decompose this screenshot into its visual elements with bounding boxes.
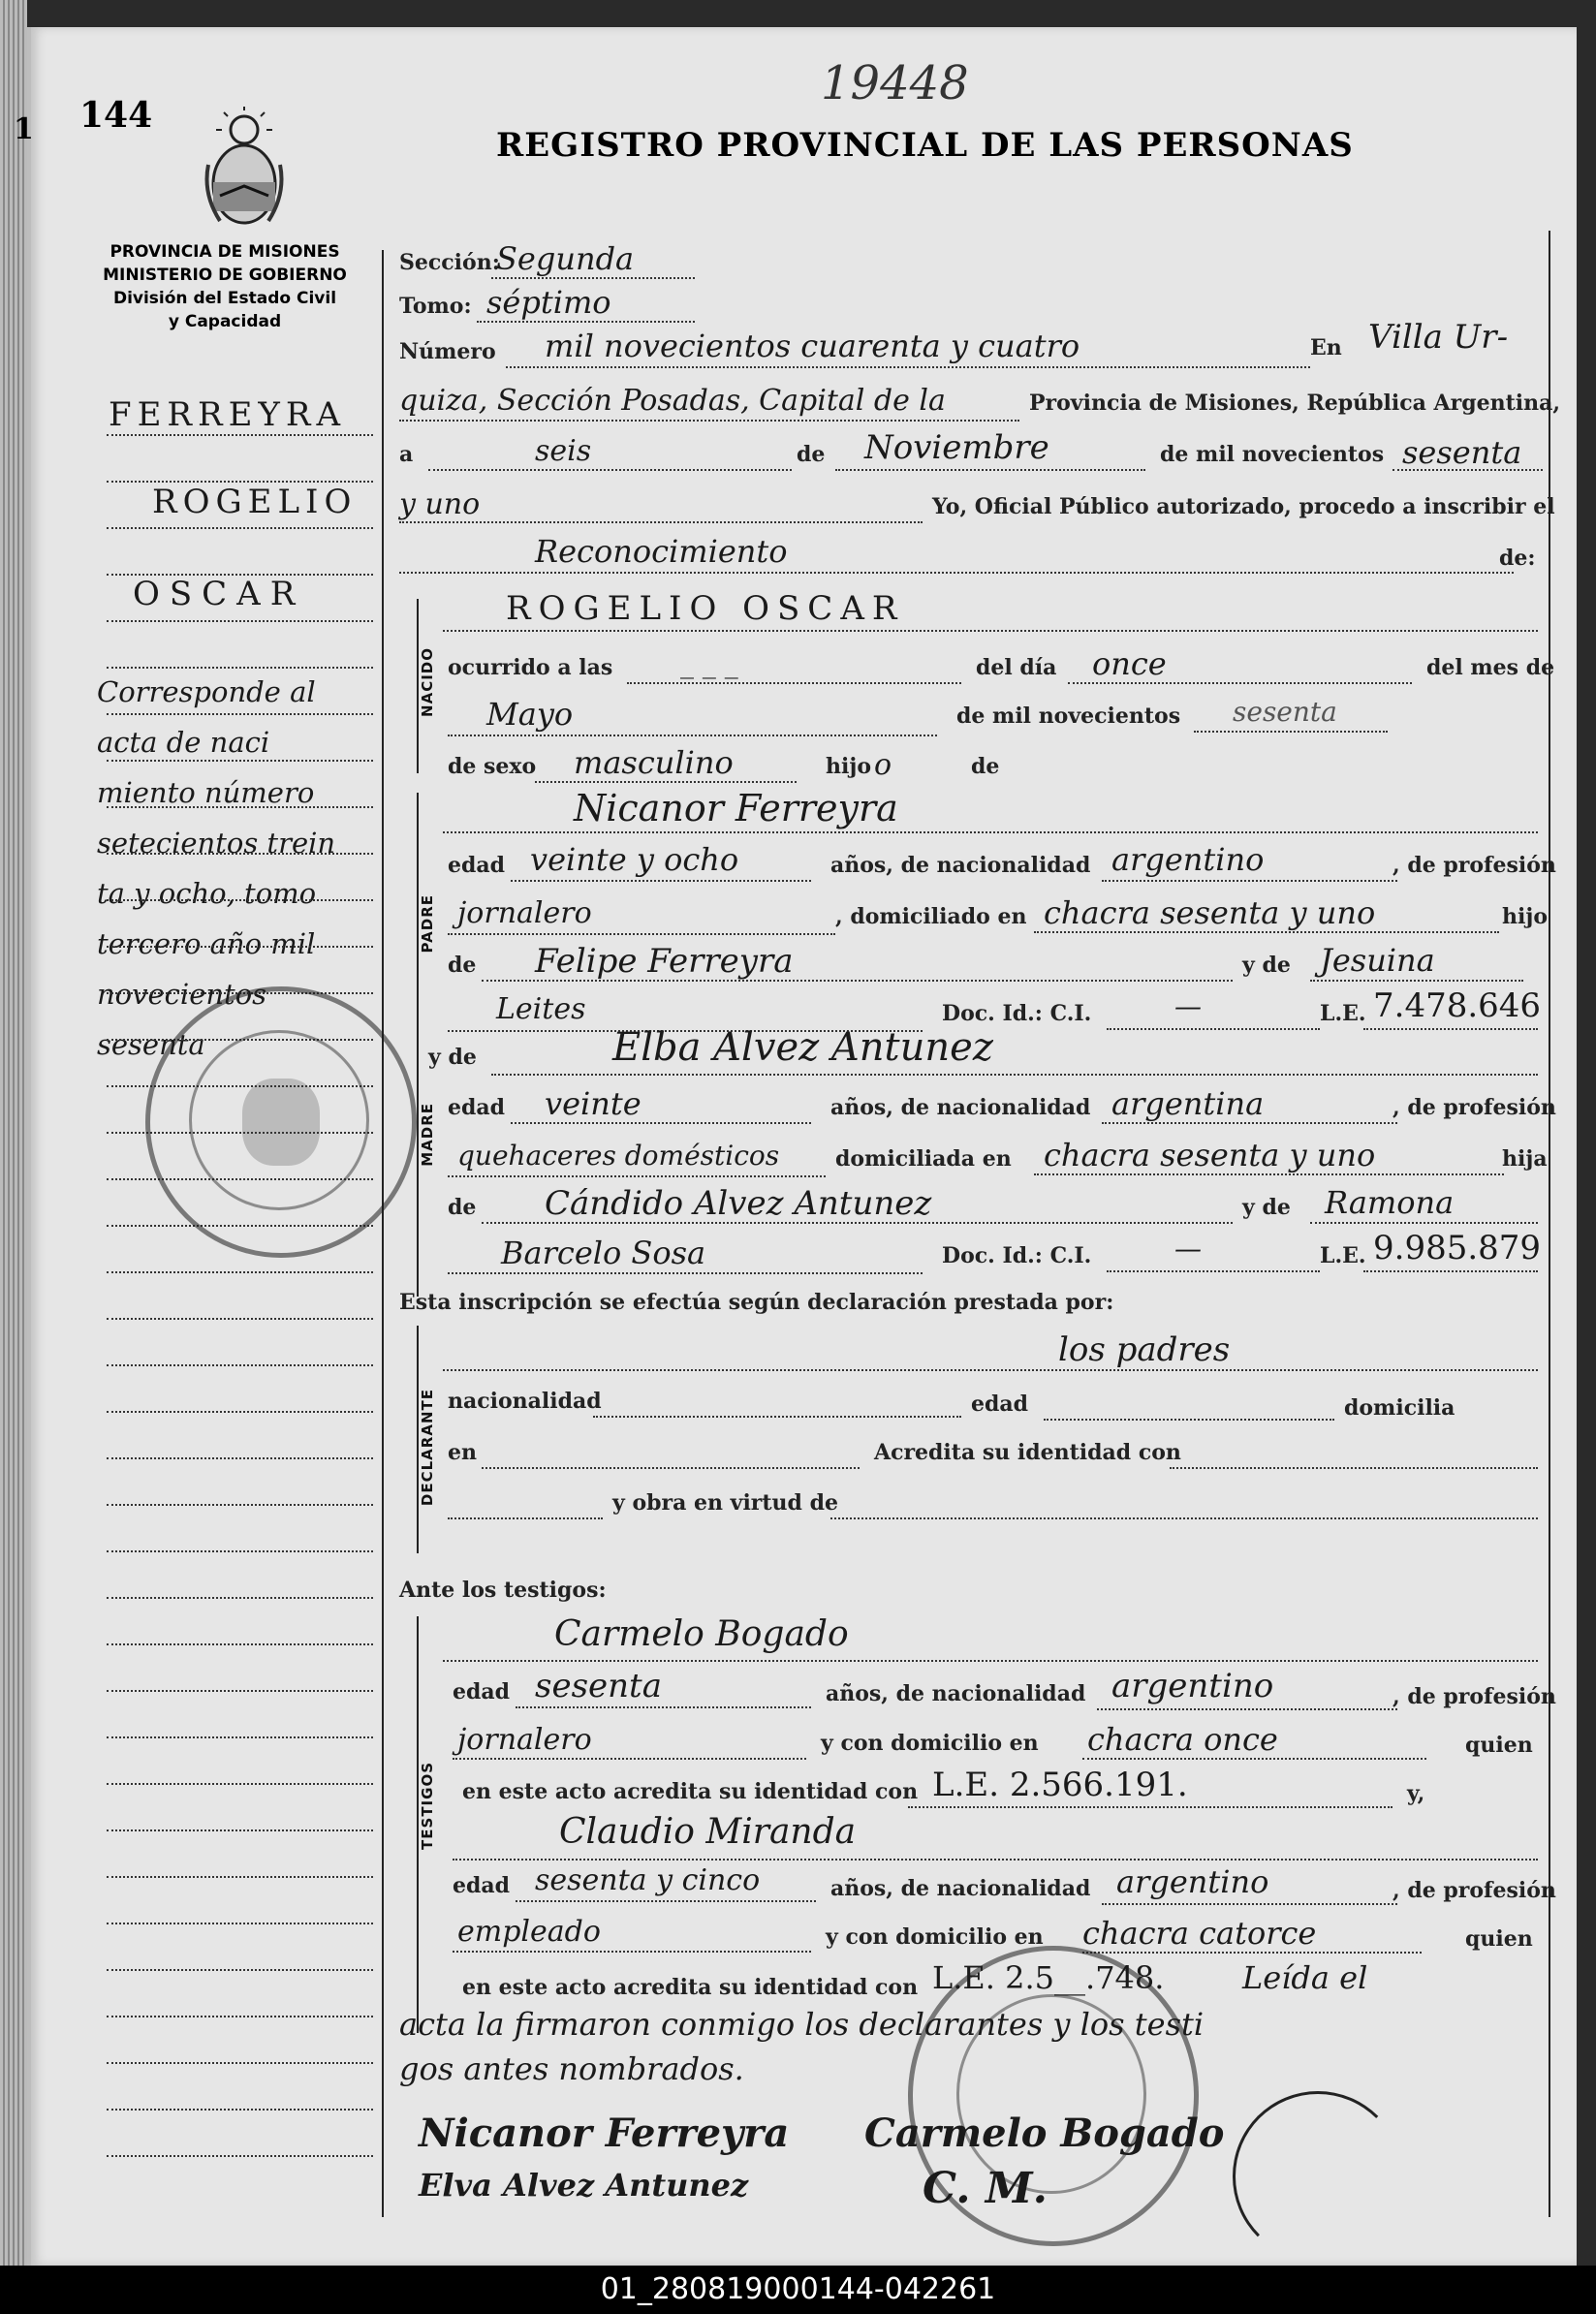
de-label-nacido: de [971, 754, 1000, 779]
margin-rule-line [107, 1457, 373, 1459]
provincia-text: Provincia de Misiones, República Argentina, [1029, 391, 1561, 416]
margin-middle-name: OSCAR [133, 575, 305, 613]
register-page [14, 27, 1577, 2266]
padre-doc-label: Doc. Id.: C.I. [942, 1001, 1092, 1026]
margin-rule-line [107, 760, 373, 762]
de-colon-label: de: [1499, 546, 1536, 571]
margin-rule-line [107, 2062, 373, 2064]
registry-title: REGISTRO PROVINCIAL DE LAS PERSONAS [496, 126, 1354, 165]
tomo-value: séptimo [486, 284, 611, 321]
testigo2-quien-label: quien [1465, 1926, 1533, 1952]
division-name: División del Estado Civil [112, 289, 337, 308]
testigo1-nombre: Carmelo Bogado [554, 1614, 849, 1654]
margin-rule-line [107, 574, 373, 576]
padre-section-label: PADRE [419, 894, 436, 954]
nacido-section-label: NACIDO [419, 647, 436, 717]
hijo-label: hijo [826, 754, 871, 779]
testigo1-edad: sesenta [535, 1667, 662, 1705]
margin-rule-line [107, 713, 373, 715]
margin-rule-line [107, 1783, 373, 1785]
hijo-suffix: o [874, 748, 892, 782]
margin-divider [382, 250, 384, 2217]
seccion-label: Sección: [399, 250, 500, 275]
closing-text-2: acta la firmaron conmigo los declarantes y los testi [399, 2006, 1205, 2043]
margin-rule-line [107, 527, 373, 529]
oficial-text: Yo, Oficial Público autorizado, procedo a inscribir el [932, 494, 1555, 519]
official-seal-stamp-2 [908, 1946, 1199, 2246]
del-mes-label: del mes de [1426, 655, 1555, 680]
testigo2-profesion: empleado [457, 1915, 601, 1949]
margin-rule-line [107, 620, 373, 622]
margin-rule-line [107, 899, 373, 901]
padre-nombre: Nicanor Ferreyra [574, 787, 898, 829]
padre-le-label: L.E. [1320, 1001, 1366, 1026]
margin-note-line: setecientos trein [97, 827, 336, 860]
padre-y-de-label: y de [1242, 953, 1291, 978]
testigo2-acredita-label: en este acto acredita su identidad con [462, 1975, 919, 2000]
margin-rule-line [107, 2109, 373, 2111]
nacido-anio: sesenta [1233, 696, 1337, 728]
margin-note-line: Corresponde al [97, 675, 316, 708]
margin-rule-line [107, 1829, 373, 1831]
margin-rule-line [107, 806, 373, 808]
padre-profesion: jornalero [457, 896, 592, 930]
tipo-value: Reconocimiento [535, 533, 788, 570]
coat-of-arms-icon [201, 107, 288, 233]
tomo-label: Tomo: [399, 294, 472, 319]
signature-father: Nicanor Ferreyra [419, 2111, 790, 2156]
declarante-edad-label: edad [971, 1392, 1029, 1417]
margin-note-line: miento número [97, 776, 315, 809]
declarante-obra-label: y obra en virtud de [612, 1490, 838, 1516]
nacido-mes: Mayo [486, 696, 574, 733]
margin-rule-line [107, 1643, 373, 1645]
testigo2-profesion-label: , de profesión [1393, 1878, 1556, 1903]
anio-value-2: y uno [399, 487, 481, 521]
padre-le: 7.478.646 [1373, 986, 1542, 1025]
declarante-por: los padres [1058, 1330, 1231, 1369]
padre-nacionalidad-label: años, de nacionalidad [830, 853, 1091, 878]
folio-number: 144 [79, 95, 153, 136]
sexo-value: masculino [574, 744, 734, 781]
padre-hijo-label: hijo [1502, 904, 1548, 929]
ministry-name: MINISTERIO DE GOBIERNO [103, 266, 347, 285]
margin-rule-line [107, 853, 373, 855]
de-label: de [797, 442, 826, 467]
testigo2-domicilio: chacra catorce [1082, 1915, 1317, 1952]
lugar-value-2: quiza, Sección Posadas, Capital de la [399, 384, 946, 418]
madre-le: 9.985.879 [1373, 1229, 1542, 1267]
margin-note-line: ta y ocho, tomo [97, 877, 317, 910]
padre-de-label: de [448, 953, 477, 978]
testigo1-domicilio-label: y con domicilio en [821, 1731, 1039, 1756]
madre-nacionalidad: argentina [1111, 1085, 1265, 1122]
numero-label: Número [399, 339, 496, 364]
madre-domicilio: chacra sesenta y uno [1044, 1137, 1376, 1173]
madre-profesion-label: , de profesión [1393, 1095, 1556, 1120]
testigo2-nombre: Claudio Miranda [559, 1812, 857, 1852]
testigo1-edad-label: edad [453, 1679, 511, 1704]
margin-rule-line [107, 1504, 373, 1506]
testigos-section-label: TESTIGOS [419, 1762, 436, 1850]
province-name: PROVINCIA DE MISIONES [110, 242, 340, 262]
margin-rule-line [107, 2016, 373, 2017]
margin-first-name: ROGELIO [152, 483, 358, 521]
margin-rule-line [107, 1597, 373, 1599]
margin-note-line: acta de naci [97, 726, 270, 759]
padre-domicilio: chacra sesenta y uno [1044, 894, 1376, 931]
margin-rule-line [107, 434, 373, 436]
del-dia-label: del día [976, 655, 1057, 680]
en-label: En [1310, 335, 1342, 360]
madre-doc-label: Doc. Id.: C.I. [942, 1243, 1092, 1268]
testigo1-domicilio: chacra once [1087, 1721, 1278, 1758]
padre-nacionalidad: argentino [1111, 841, 1265, 878]
right-border [1549, 231, 1550, 2217]
signature-witness-1: Carmelo Bogado [864, 2111, 1225, 2156]
testigo1-doc: L.E. 2.566.191. [932, 1766, 1188, 1804]
madre-ci: — [1174, 1233, 1202, 1265]
issuing-authority [89, 240, 360, 333]
dia-value: seis [535, 434, 592, 468]
padre-profesion-label: , de profesión [1393, 853, 1556, 878]
official-seal-stamp [145, 986, 417, 1258]
signature-mother: Elva Alvez Antunez [419, 2167, 749, 2204]
madre-profesion: quehaceres domésticos [457, 1140, 780, 1172]
testigo1-acredita-label: en este acto acredita su identidad con [462, 1779, 919, 1804]
testigos-intro: Ante los testigos: [399, 1578, 607, 1603]
testigo1-nacionalidad-label: años, de nacionalidad [826, 1681, 1086, 1706]
madre-domicilio-label: domiciliada en [835, 1146, 1012, 1172]
margin-rule-line [107, 1364, 373, 1366]
testigo1-profesion: jornalero [457, 1723, 592, 1757]
madre-madre-de-2: Barcelo Sosa [501, 1235, 706, 1271]
padre-padre-de: Felipe Ferreyra [535, 942, 794, 981]
margin-note-line: tercero año mil [97, 927, 316, 960]
madre-hija-label: hija [1502, 1146, 1548, 1172]
testigo2-domicilio-label: y con domicilio en [826, 1924, 1044, 1950]
madre-le-label: L.E. [1320, 1243, 1366, 1268]
padre-domicilio-label: , domiciliado en [835, 904, 1027, 929]
anio-value: sesenta [1402, 434, 1522, 471]
nacido-anio-label: de mil novecientos [956, 704, 1181, 729]
madre-y-de-label: y de [428, 1045, 477, 1070]
padre-edad: veinte y ocho [530, 841, 739, 878]
margin-rule-line [107, 1969, 373, 1971]
margin-rule-line [107, 1690, 373, 1692]
madre-section-label: MADRE [419, 1103, 436, 1167]
testigo2-nacionalidad: argentino [1116, 1863, 1269, 1900]
signature-official: C. M. [923, 2164, 1048, 2213]
testigo1-profesion-label: , de profesión [1393, 1684, 1556, 1709]
madre-nombre: Elba Alvez Antunez [612, 1025, 993, 1070]
margin-rule-line [107, 667, 373, 669]
testigo2-edad-label: edad [453, 1873, 511, 1898]
mes-value: Noviembre [864, 428, 1049, 467]
margin-rule-line [107, 1923, 373, 1924]
ocurrido-label: ocurrido a las [448, 655, 613, 680]
hora-value: _ _ _ [680, 647, 738, 679]
margin-rule-line [107, 1876, 373, 1878]
declarante-section-label: DECLARANTE [419, 1389, 436, 1507]
nacido-nombre: ROGELIO OSCAR [506, 589, 905, 628]
seccion-value: Segunda [496, 240, 635, 277]
declarante-en-label: en [448, 1440, 477, 1465]
declarante-intro: Esta inscripción se efectúa según declaración prestada por: [399, 1290, 1114, 1315]
madre-madre-de: Ramona [1325, 1184, 1455, 1221]
madre-edad-label: edad [448, 1095, 506, 1120]
lugar-value: Villa Ur- [1368, 318, 1509, 357]
testigo2-nacionalidad-label: años, de nacionalidad [830, 1876, 1091, 1901]
testigo2-doc: L.E. 2.5__.748. [932, 1959, 1165, 1996]
image-id-footer: 01_280819000144-042261 [0, 2266, 1596, 2314]
folio-left: 1 [14, 112, 34, 146]
testigo1-y-label: y, [1407, 1781, 1425, 1806]
numero-value: mil novecientos cuarenta y cuatro [545, 328, 1080, 364]
padre-madre-de-2: Leites [496, 992, 586, 1026]
madre-edad: veinte [545, 1085, 642, 1122]
margin-rule-line [107, 946, 373, 948]
margin-surname: FERREYRA [109, 395, 347, 434]
declarante-acredita-label: Acredita su identidad con [874, 1440, 1181, 1465]
declarante-domicilia-label: domicilia [1344, 1395, 1455, 1421]
closing-text-3: gos antes nombrados. [399, 2050, 744, 2087]
margin-rule-line [107, 1411, 373, 1413]
madre-padre-de: Cándido Alvez Antunez [545, 1184, 932, 1223]
madre-de-label: de [448, 1195, 477, 1220]
nacido-dia: once [1092, 645, 1167, 682]
sexo-label: de sexo [448, 754, 537, 779]
padre-ci: — [1174, 990, 1202, 1022]
margin-note-line: novecientos sesenta [97, 978, 267, 1061]
padre-madre-de: Jesuina [1320, 942, 1435, 979]
anio-text: de mil novecientos [1160, 442, 1385, 467]
margin-rule-line [107, 1550, 373, 1552]
margin-rule-line [107, 1271, 373, 1273]
acta-number-handwritten: 19448 [821, 56, 969, 110]
signature-loop-mark [1233, 2091, 1403, 2262]
testigo2-edad: sesenta y cinco [535, 1863, 761, 1897]
book-binding-edge [0, 0, 27, 2266]
margin-rule-line [107, 1736, 373, 1738]
testigo1-nacionalidad: argentino [1111, 1667, 1274, 1705]
padre-edad-label: edad [448, 853, 506, 878]
division-name-2: y Capacidad [168, 312, 282, 331]
madre-nacionalidad-label: años, de nacionalidad [830, 1095, 1091, 1120]
margin-rule-line [107, 1318, 373, 1320]
margin-rule-line [107, 481, 373, 483]
testigo1-quien-label: quien [1465, 1733, 1533, 1758]
margin-rule-line [107, 2155, 373, 2157]
madre-y-de2-label: y de [1242, 1195, 1291, 1220]
declarante-nacionalidad-label: nacionalidad [448, 1389, 602, 1414]
closing-text-1: Leída el [1242, 1959, 1368, 1996]
a-label: a [399, 442, 414, 467]
